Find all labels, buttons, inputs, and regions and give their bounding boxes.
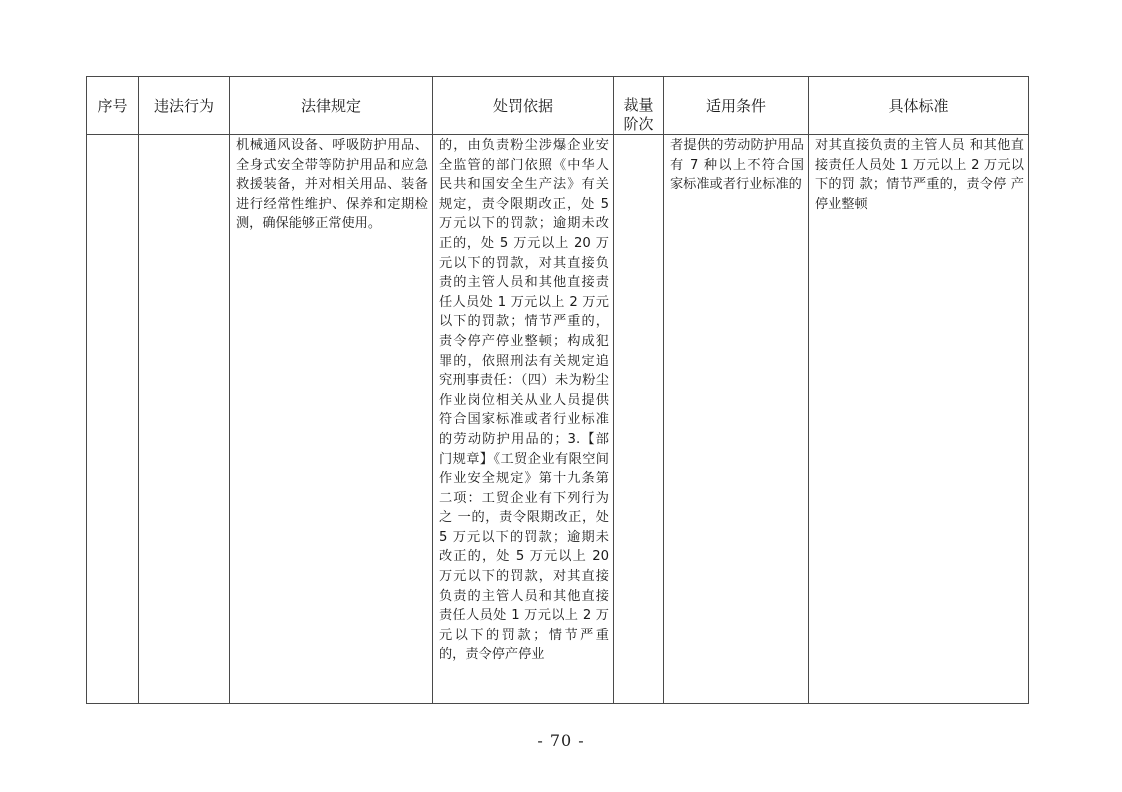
cell-conditions-text: 者提供的劳动防护用品有 7 种以上不符合国家标准或者行业标准的 — [670, 138, 804, 193]
cell-law — [230, 135, 433, 704]
cell-level — [614, 135, 664, 704]
header-seq: 序号 — [87, 77, 139, 135]
cell-basis — [433, 135, 614, 704]
header-basis: 处罚依据 — [433, 77, 614, 135]
table-header-row — [87, 77, 1029, 135]
cell-law-text: 机械通风设备、呼吸防护用品、全身式安全带等防护用品和应急救援装备，并对相关用品、装备进行经常性维护、保养和定期检测，确保能够正常使用。 — [236, 138, 428, 232]
cell-basis-text: 的，由负责粉尘涉爆企业安全监管的部门依照《中华人民共和国安全生产法》有关规定，责令限期改正，处 5 万元以下的罚款；逾期未改正的，处 5 万元以上 20 万元以下的罚款，对其直接负责的主管人员和其他直接责任人员处 1 万元以上 2 万元以下的罚款；情节严重的，责令停产停业整顿；构成犯罪的，依照刑法有关规定追究刑事责任：（四）未为粉尘作业岗位相关从业人员提供符合国家标准或者行业标准的劳动防护用品的；3.【部门规章】《工贸企业有限空间作业安全规定》第十九条第二项：工贸企业有下列行为之 一的，责令限期改正，处 5 万元以下的罚款；逾期未改正的，处 5 万元以上 20 万元以下的罚款，对其直接负责的主管人员和其他直接责任人员处 1 万元以上 2 万元以下的罚款；情节严重的，责令停产停业 — [439, 138, 609, 663]
header-conditions: 适用条件 — [664, 77, 809, 135]
header-law: 法律规定 — [230, 77, 433, 135]
header-standard: 具体标准 — [809, 77, 1029, 135]
penalty-standard-table — [86, 76, 1029, 704]
cell-conditions — [664, 135, 809, 704]
header-level — [614, 77, 664, 135]
cell-standard — [809, 135, 1029, 704]
header-level-label: 裁量 阶次 — [623, 96, 654, 133]
cell-seq — [87, 135, 139, 704]
cell-standard-text: 对其直接负责的主管人员 和其他直接责任人员处 1 万元以上 2 万元以下的罚 款；情节严重的，责令停 产停业整顿 — [815, 138, 1024, 212]
page-number: - 70 - — [537, 731, 585, 750]
table-row — [87, 135, 1029, 704]
cell-violation — [139, 135, 230, 704]
header-violation: 违法行为 — [139, 77, 230, 135]
